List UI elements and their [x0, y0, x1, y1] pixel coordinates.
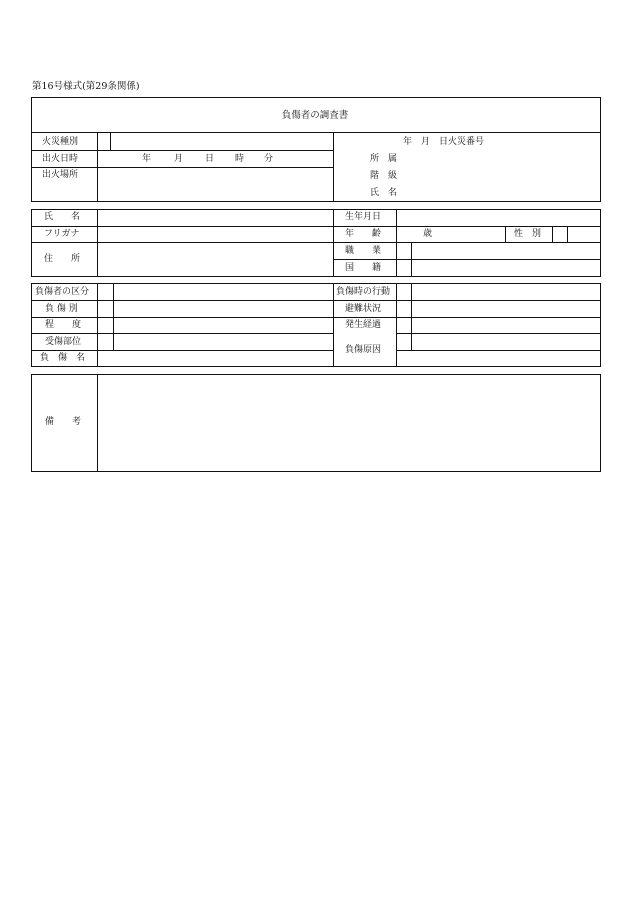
injury-type-label: 負 傷 別 — [45, 304, 78, 314]
nationality-label: 国 籍 — [345, 263, 382, 273]
evacuation-label: 避難状況 — [345, 304, 382, 314]
degree-label: 程 度 — [45, 320, 82, 330]
person-info-section — [31, 209, 601, 277]
investigator-name-label: 氏 名 — [370, 188, 398, 198]
fire-place-label: 出火場所 — [42, 170, 79, 180]
address-label: 住 所 — [44, 254, 81, 264]
furigana-label: フリガナ — [44, 229, 80, 239]
remarks-label: 備 考 — [45, 417, 82, 427]
fire-type-label: 火災種別 — [42, 137, 79, 147]
form-title: 負傷者の調査書 — [281, 110, 349, 121]
affiliation-label: 所 属 — [370, 154, 398, 164]
datetime-unit-hour: 時 — [235, 154, 245, 164]
injury-info-section — [31, 283, 601, 367]
person-name-label: 氏 名 — [44, 212, 81, 222]
action-label: 負傷時の行動 — [336, 287, 391, 297]
birthdate-label: 生年月日 — [345, 212, 382, 222]
datetime-unit-day: 日 — [205, 154, 215, 164]
injured-category-label: 負傷者の区分 — [35, 287, 90, 297]
datetime-unit-year: 年 — [142, 154, 152, 164]
rank-label: 階 級 — [370, 171, 398, 181]
course-label: 発生経過 — [345, 320, 382, 330]
remarks-section — [31, 374, 601, 472]
sex-label: 性 別 — [514, 229, 542, 239]
fire-datetime-label: 出火日時 — [42, 154, 79, 164]
occupation-label: 職 業 — [345, 246, 382, 256]
injury-name-label: 負 傷 名 — [40, 353, 86, 363]
fire-number-label: 年 月 日火災番号 — [403, 137, 485, 147]
age-unit: 歳 — [423, 229, 433, 239]
cause-label: 負傷原因 — [345, 345, 382, 355]
body-part-label: 受傷部位 — [45, 337, 82, 347]
age-label: 年 齢 — [345, 229, 382, 239]
form-number: 第16号様式(第29条関係) — [32, 81, 140, 92]
datetime-unit-month: 月 — [174, 154, 184, 164]
datetime-unit-minute: 分 — [264, 154, 274, 164]
